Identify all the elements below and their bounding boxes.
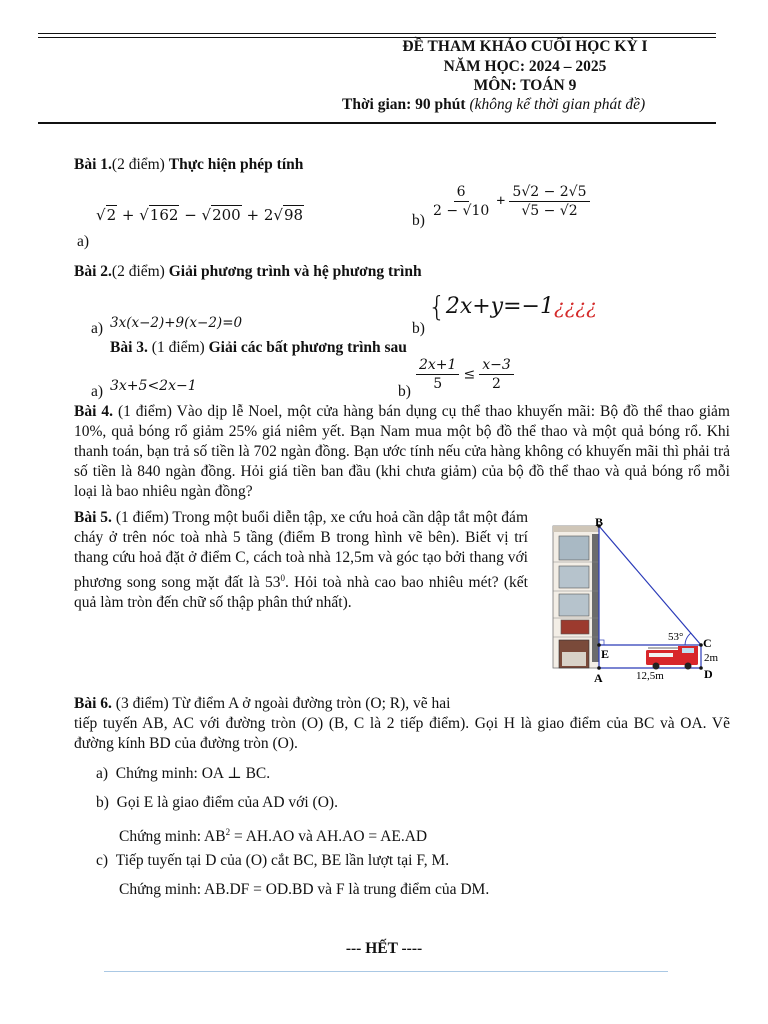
bai1-a-label: a) [77, 233, 90, 250]
bai2-b-system [428, 290, 597, 323]
bai2-title: Giải phương trình và hệ phương trình [168, 263, 422, 280]
time-note: (không kể thời gian phát đề) [469, 96, 646, 113]
bai6-c-proof: Chứng minh: AB.DF = OD.BD và F là trung điểm của DM. [119, 881, 490, 898]
bai6-c-text: Tiếp tuyến tại D của (O) cắt BC, BE lần lượt tại F, M. [115, 852, 450, 869]
bai5-text-1: (1 điểm) Trong một buổi diễn tập, xe cứu hoả cần dập tắt một đám cháy ở trên nóc toà nhà 5 tầng (điểm B trong hình vẽ bên). Biết vị trí thang cứu hoả đặt ở điểm C, cách toà nhà 12,5m và góc tạo bởi thang với phương song song mặt đất là 53 [74, 509, 528, 592]
bai3-b-left-fraction: $\frac{2x+1}{5}$ [416, 356, 459, 393]
bai3-a-expression: 3x+5<2x−1 [110, 378, 197, 394]
ladder-BC [599, 526, 701, 645]
bai6-b-proof: Chứng minh: $AB^2 = AH.AO$ và AH.AO = AE.AD [119, 827, 428, 846]
point-D [699, 666, 703, 670]
label-C: C [703, 636, 712, 650]
bai3-points: (1 điểm) [151, 339, 205, 356]
bai1-number: Bài 1. [74, 156, 112, 173]
bai3-heading [110, 338, 407, 358]
label-angle: 53° [668, 631, 684, 643]
bai6-c-label: c) [96, 852, 109, 869]
bai2-heading [74, 262, 422, 282]
system-brace-icon: { [428, 290, 446, 323]
bai3-b-expression [416, 356, 514, 393]
angle-arc [685, 633, 691, 645]
bai4-text: (1 điểm) Vào dịp lễ Noel, một cửa hàng bán dụng cụ thể thao khuyến mãi: Bộ đồ thể thao giảm 10%, quả bóng rổ giảm 25% giá niêm yết. Bạn Nam mua một bộ đồ thể thao và một quả bóng rổ. Khi thanh toán, bạn trả số tiền là 702 ngàn đồng. Bạn ước tính nếu cửa hàng không có khuyến mãi thì phải trả số tiền là 840 ngàn đồng. Hỏi giá tiền ban đầu (khi chưa giảm) của bộ đồ thể thao và quả bóng rổ mỗi loại là bao nhiêu ngàn đồng? [74, 403, 730, 500]
bai1-points: (2 điểm) [111, 156, 165, 173]
header-bottom-rule [38, 122, 716, 124]
bai1-heading [74, 155, 303, 175]
bai2-b-garbled-symbols: ¿¿¿¿ [553, 294, 597, 319]
end-marker: --- HẾT ---- [345, 940, 423, 957]
bai1-title: Thực hiện phép tính [168, 156, 304, 173]
bai5-degree: 0 [280, 573, 286, 583]
label-E: E [601, 647, 610, 661]
bai6-a [96, 764, 270, 784]
building-illustration [553, 526, 599, 668]
footer-rule [104, 971, 668, 972]
bai6-number: Bài 6. [74, 695, 112, 712]
bai1-a-expression: √2 + √162 − √200 + 2√98 [96, 206, 304, 224]
bai2-a-label: a) [91, 320, 104, 337]
bai4-paragraph [74, 402, 730, 502]
bai2-number: Bài 2. [74, 263, 112, 280]
bai3-b-relation: ≤ [463, 366, 476, 383]
bai6-a-text: Chứng minh: OA ⊥ BC. [115, 765, 271, 782]
bai5-number: Bài 5. [74, 509, 112, 526]
bai2-points: (2 điểm) [111, 263, 165, 280]
header-top-rule [38, 33, 716, 34]
bai3-number: Bài 3. [110, 339, 148, 356]
bai3-b-label: b) [398, 383, 411, 400]
bai2-b-label: b) [412, 320, 425, 337]
bai5-paragraph [74, 508, 528, 613]
fire-truck-icon [646, 646, 698, 670]
bai1-b-expression [430, 183, 590, 220]
fire-truck-figure [548, 512, 728, 686]
bai5-text-2: . Hỏi toà nhà cao bao nhiêu mét? (kết quả làm tròn đến chữ số thập phân thứ nhất). [74, 574, 528, 612]
label-D: D [704, 667, 713, 681]
label-distance: 12,5m [636, 670, 664, 682]
bai1-b-fraction-2: $\frac{5√2 - 2√5}{√5 - √2}$ [509, 183, 589, 220]
exam-title: ĐỀ THAM KHẢO CUỐI HỌC KỲ I [402, 38, 648, 55]
time-label: Thời gian: 90 phút [342, 96, 466, 113]
bai6-intro-1: (3 điểm) Từ điểm A ở ngoài đường tròn (O; R), vẽ hai [115, 695, 451, 712]
bai3-a-label: a) [91, 383, 104, 400]
bai6-a-label: a) [96, 765, 109, 782]
bai6-b-label: b) [96, 794, 109, 811]
bai2-a-expression: 3x(x−2)+9(x−2)=0 [110, 315, 243, 331]
bai6-b [96, 793, 338, 813]
bai1-b-plus: + [496, 192, 506, 210]
bai2-b-equation: 2x+y=−1 [445, 294, 554, 319]
bai6-c [96, 851, 449, 871]
label-A: A [594, 671, 603, 685]
exam-duration [342, 95, 645, 115]
point-A [597, 666, 601, 670]
bai6-intro-rest: tiếp tuyến AB, AC với đường tròn (O) (B, C là 2 tiếp điểm). Gọi H là giao điểm của BC và OA. Vẽ đường kính BD của đường tròn (O). [74, 715, 730, 752]
bai6-b-text: Gọi E là giao điểm của AD với (O). [116, 794, 338, 811]
bai4-number: Bài 4. [74, 403, 113, 420]
label-B: B [595, 515, 604, 529]
subject: MÔN: TOÁN 9 [473, 77, 577, 94]
label-height: 2m [704, 652, 719, 664]
bai3-title: Giải các bất phương trình sau [208, 339, 407, 356]
bai1-b-fraction-1: $\frac{6}{2 - √10}$ [433, 184, 490, 219]
bai3-b-right-fraction: $\frac{x-3}{2}$ [479, 356, 514, 393]
school-year: NĂM HỌC: 2024 – 2025 [443, 58, 607, 75]
bai1-b-label: b) [412, 212, 425, 229]
bai6-intro-line1 [74, 694, 450, 714]
